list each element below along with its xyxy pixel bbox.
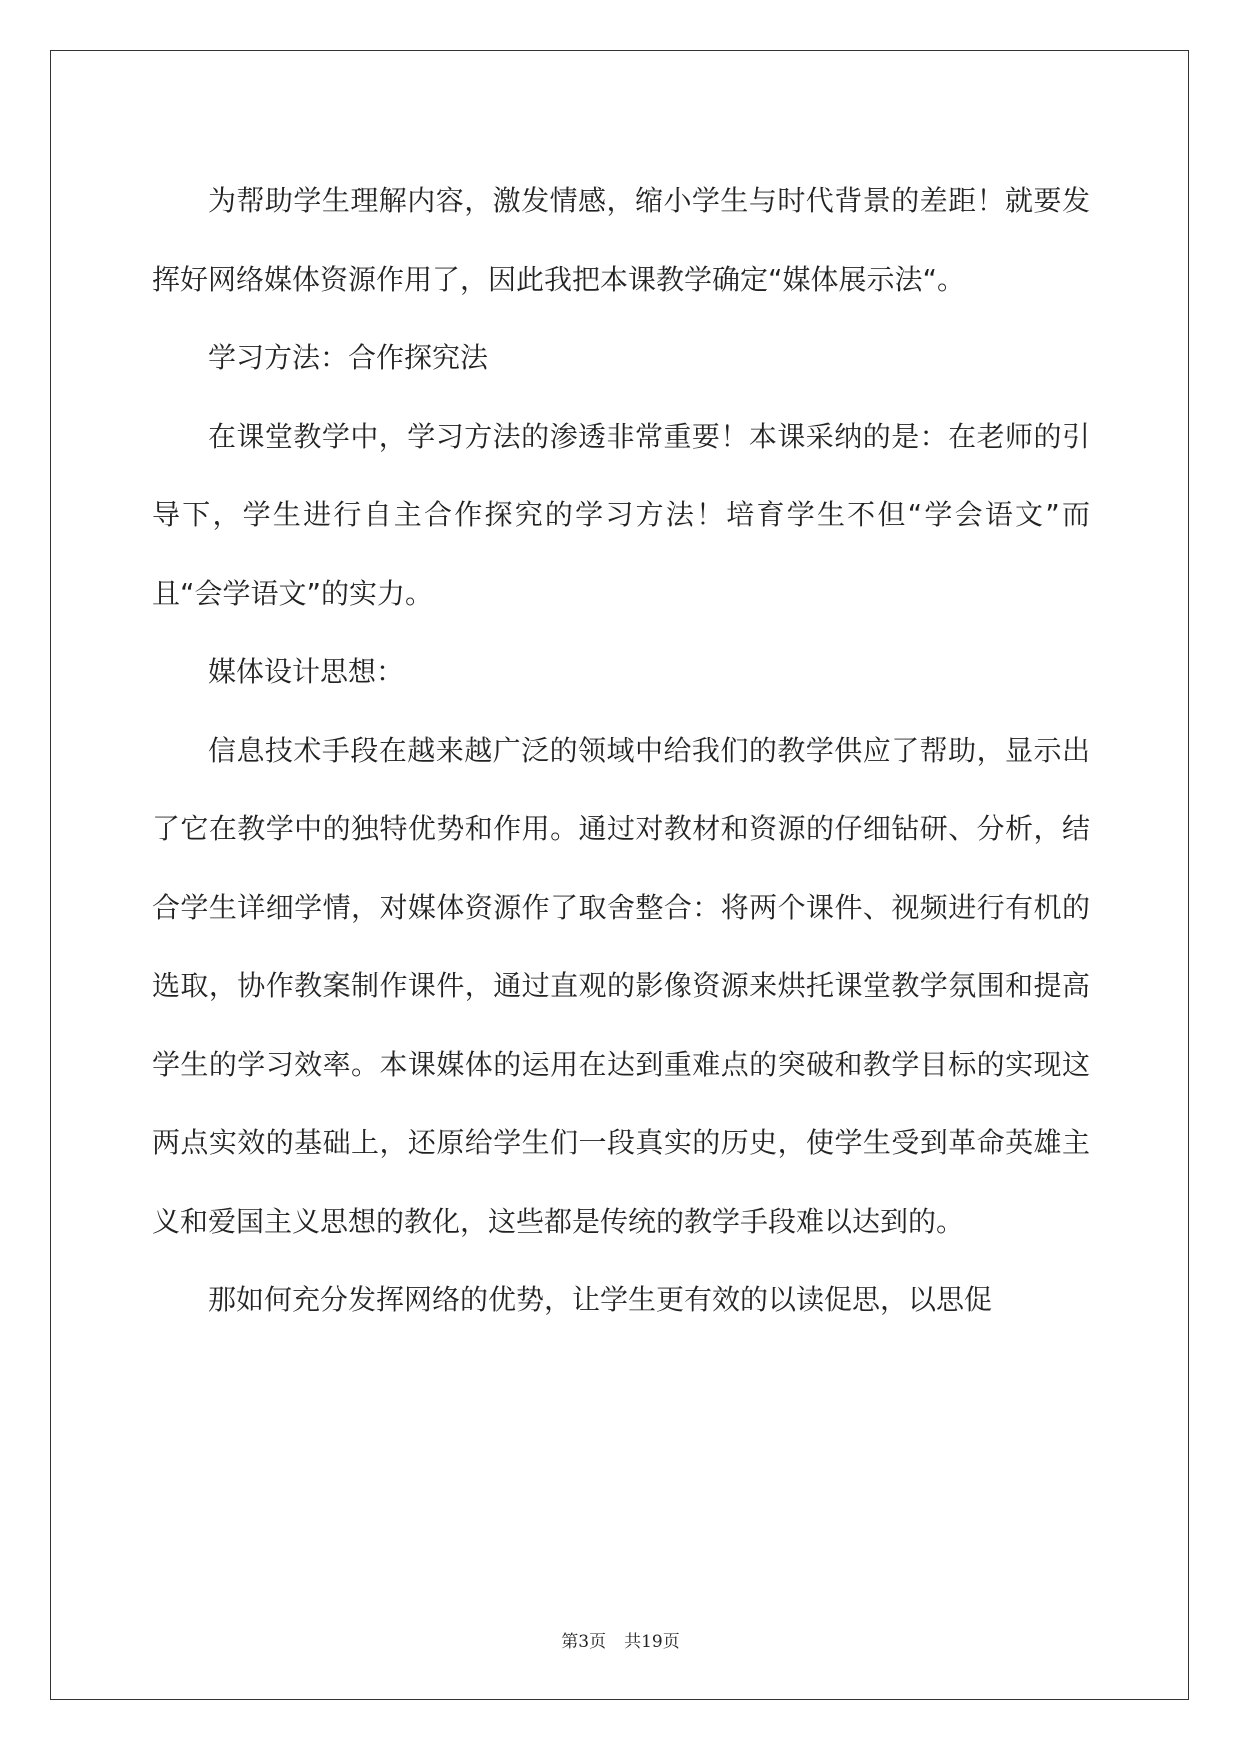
paragraph-6: 那如何充分发挥网络的优势，让学生更有效的以读促思，以思促 — [208, 1283, 993, 1316]
page-number: 第3页 — [561, 1632, 607, 1652]
page-total: 共19页 — [624, 1632, 680, 1652]
page-footer — [0, 1627, 1241, 1652]
paragraph-5: 信息技术手段在越来越广泛的领域中给我们的教学供应了帮助，显示出了它在教学中的独特优势和作用。通过对教材和资源的仔细钻研、分析，结合学生详细学情，对媒体资源作了取舍整合：将两个课件、视频进行有机的选取，协作教案制作课件，通过直观的影像资源来烘托课堂教学氛围和提高学生的学习效率。本课媒体的运用在达到重难点的突破和教学目标的实现这两点实效的基础上，还原给学生们一段真实的历史，使学生受到革命英雄主义和爱国主义思想的教化，这些都是传统的教学手段难以达到的。 — [152, 733, 1090, 1238]
paragraph-4: 媒体设计思想： — [208, 655, 405, 688]
paragraph-3: 在课堂教学中，学习方法的渗透非常重要！本课采纳的是：在老师的引导下，学生进行自主合作探究的学习方法！培育学生不但“学会语文”而且“会学语文”的实力。 — [152, 419, 1090, 610]
paragraph-2: 学习方法：合作探究法 — [208, 341, 489, 374]
paragraph-1: 为帮助学生理解内容，激发情感，缩小学生与时代背景的差距！就要发挥好网络媒体资源作用了，因此我把本课教学确定“媒体展示法“。 — [152, 184, 1090, 296]
document-body — [152, 162, 1090, 1340]
